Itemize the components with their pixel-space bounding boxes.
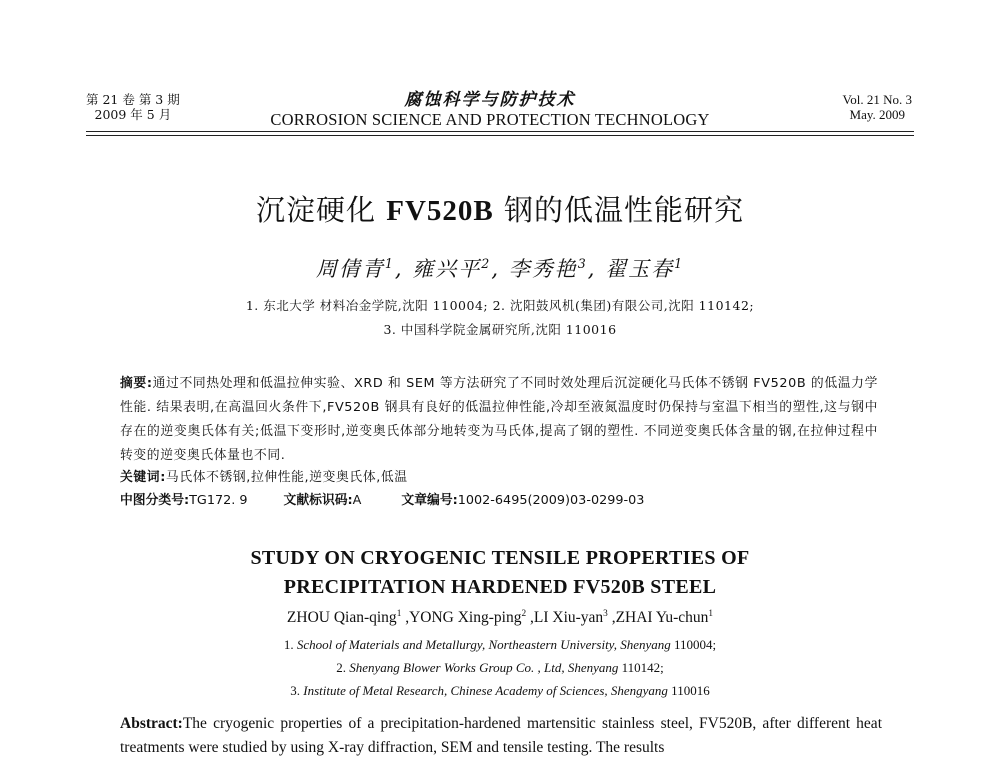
author-en: YONG Xing-ping$^2$ , <box>409 608 534 626</box>
author-en: ZHOU Qian-qing$^1$ , <box>286 608 410 626</box>
title-en-line1: STUDY ON CRYOGENIC TENSILE PROPERTIES OF <box>250 547 750 569</box>
vol-issue-cn: 第 21 卷 第 3 期 <box>86 92 180 107</box>
article-no-value: 1002-6495(2009)03-0299-03 <box>457 493 645 508</box>
class-label: 中图分类号: <box>120 493 190 508</box>
doc-code-value: A <box>352 493 362 508</box>
author-cn: 翟玉春$^1$ <box>605 256 685 281</box>
authors-en <box>0 609 1000 627</box>
date-cn: 2009 年 5 月 <box>94 107 172 122</box>
title-cn-prefix: 沉淀硬化 <box>256 193 387 227</box>
author-cn: 雍兴平$^2$, <box>412 256 500 281</box>
keywords-cn-label: 关键词: <box>120 470 166 485</box>
affiliation-en-3: 3. Institute of Metal Research, Chinese Academy of Sciences, Shengyang 110016 <box>290 683 710 698</box>
title-en-line2: PRECIPITATION HARDENED FV520B STEEL <box>283 576 717 598</box>
article-no-label: 文章编号: <box>401 493 458 508</box>
affiliation-cn-line2: 3. 中国科学院金属研究所,沈阳 110016 <box>383 322 617 337</box>
abstract-cn-text: 通过不同热处理和低温拉伸实验、XRD 和 SEM 等方法研究了不同时效处理后沉淀硬化马氏体不锈钢 FV520B 的低温力学性能. 结果表明,在高温回火条件下,FV520B 钢具有良好的低温拉伸性能,冷却至液氮温度时仍保持与室温下相当的塑性,这与钢中存在的逆变奥氏体有关;低温下变形时,逆变奥氏体部分地转变为马氏体,提高了钢的塑性. 不同逆变奥氏体含量的钢,在拉伸过程中转变的逆变奥氏体量也不同. <box>120 376 878 463</box>
header-rule-thick <box>86 131 914 132</box>
affiliation-en-2: 2. Shenyang Blower Works Group Co. , Ltd, Shenyang 110142; <box>336 660 664 675</box>
journal-name <box>230 90 750 129</box>
journal-volume-cn <box>86 92 180 122</box>
keywords-cn <box>120 468 408 488</box>
journal-name-en: CORROSION SCIENCE AND PROTECTION TECHNOLOGY <box>270 110 710 129</box>
affiliation-cn-line1: 1. 东北大学 材料冶金学院,沈阳 110004; 2. 沈阳鼓风机(集团)有限公司,沈阳 110142; <box>245 298 755 313</box>
abstract-en-label: Abstract: <box>120 715 183 732</box>
class-value: TG172. 9 <box>189 493 248 508</box>
date-en: May. 2009 <box>849 107 906 122</box>
keywords-cn-text: 马氏体不锈钢,拉伸性能,逆变奥氏体,低温 <box>165 470 408 485</box>
affiliation-en-1: 1. School of Materials and Metallurgy, Northeastern University, Shenyang 110004; <box>283 637 717 652</box>
vol-issue-en: Vol. 21 No. 3 <box>842 92 912 107</box>
classification-line <box>120 491 644 511</box>
abstract-cn-label: 摘要: <box>120 376 153 391</box>
journal-name-cn: 腐蚀科学与防护技术 <box>404 90 576 110</box>
doc-code-label: 文献标识码: <box>283 493 353 508</box>
journal-volume-en <box>843 92 912 122</box>
paper-title-cn <box>0 188 1000 229</box>
author-cn: 李秀艳$^3$, <box>508 256 597 281</box>
authors-cn <box>0 253 1000 283</box>
author-en: LI Xiu-yan$^3$ , <box>533 608 616 626</box>
author-en: ZHAI Yu-chun$^1$ <box>615 608 714 626</box>
title-cn-steel: FV520B <box>386 195 494 227</box>
title-cn-suffix: 钢的低温性能研究 <box>493 193 744 227</box>
author-cn: 周倩青$^1$, <box>315 256 404 281</box>
abstract-cn <box>120 372 878 468</box>
abstract-en <box>120 712 882 760</box>
paper-title-en <box>0 544 1000 602</box>
abstract-en-text: The cryogenic properties of a precipitation-hardened martensitic stainless steel, FV520B, after different heat treatments were studied by using X-ray diffraction, SEM and tensile testing. The results <box>120 715 882 756</box>
header-rule-thin <box>86 135 914 136</box>
